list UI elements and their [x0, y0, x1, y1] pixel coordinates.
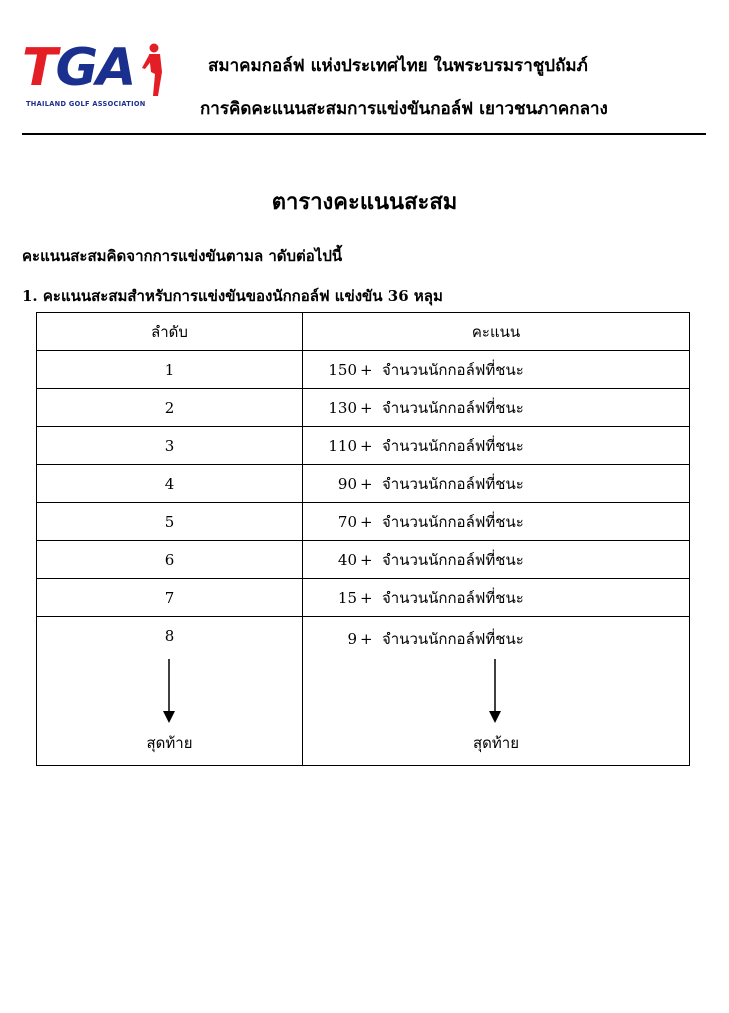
plus-sign: + — [360, 360, 373, 379]
table-row — [37, 579, 690, 617]
points-value: 70 — [337, 512, 357, 531]
tga-logo — [22, 40, 172, 112]
points-cell — [303, 465, 690, 503]
points-table — [36, 312, 690, 766]
points-line — [303, 627, 524, 651]
rank-cell: 1 — [37, 351, 303, 389]
plus-sign: + — [360, 512, 373, 531]
rank-cell: 6 — [37, 541, 303, 579]
down-arrow-icon — [161, 659, 177, 725]
table-row — [37, 465, 690, 503]
page-title: ตารางคะแนนสะสม — [271, 189, 458, 215]
logo-wordmark: TGA — [22, 38, 135, 98]
points-cell — [303, 389, 690, 427]
points-suffix: จำนวนนักกอล์ฟที่ชนะ — [382, 474, 524, 493]
rank-cell: 3 — [37, 427, 303, 465]
header-rank: ลำดับ — [37, 313, 303, 351]
rank-last-label: สุดท้าย — [146, 734, 193, 752]
rank-cell: 7 — [37, 579, 303, 617]
header-points: คะแนน — [303, 313, 690, 351]
header-line-1: สมาคมกอล์ฟ แห่งประเทศไทย ในพระบรมราชูปถัมภ์ — [208, 56, 588, 76]
points-value: 15 — [337, 588, 357, 607]
plus-sign: + — [360, 588, 373, 607]
header-divider — [22, 133, 706, 135]
points-value: 40 — [337, 550, 357, 569]
table-row — [37, 541, 690, 579]
points-suffix: จำนวนนักกอล์ฟที่ชนะ — [382, 550, 524, 569]
points-value: 9 — [347, 630, 357, 648]
rank-cell: 4 — [37, 465, 303, 503]
plus-sign: + — [360, 630, 373, 648]
intro-text: คะแนนสะสมคิดจากการแข่งขันตามล าดับต่อไปนี้ — [22, 247, 343, 265]
plus-sign: + — [360, 436, 373, 455]
rank-cell: 5 — [37, 503, 303, 541]
points-cell — [303, 541, 690, 579]
points-suffix: จำนวนนักกอล์ฟที่ชนะ — [382, 630, 524, 648]
points-cell — [303, 579, 690, 617]
down-arrow-icon — [487, 659, 503, 725]
rank-cell: 2 — [37, 389, 303, 427]
plus-sign: + — [360, 398, 373, 417]
table-row — [37, 389, 690, 427]
section-heading-1: 1. คะแนนสะสมสำหรับการแข่งขันของนักกอล์ฟ แข่งขัน 36 หลุม — [22, 287, 443, 305]
logo-subtitle: THAILAND GOLF ASSOCIATION — [26, 100, 146, 108]
points-cell — [303, 351, 690, 389]
points-suffix: จำนวนนักกอล์ฟที่ชนะ — [382, 360, 524, 379]
points-last-label: สุดท้าย — [473, 734, 519, 752]
header-line-2: การคิดคะแนนสะสมการแข่งขันกอล์ฟ เยาวชนภาคกลาง — [200, 99, 608, 119]
table-row — [37, 503, 690, 541]
points-value: 130 — [328, 398, 357, 417]
points-suffix: จำนวนนักกอล์ฟที่ชนะ — [382, 588, 524, 607]
table-row-last — [37, 617, 690, 766]
table-row — [37, 351, 690, 389]
points-cell — [303, 427, 690, 465]
plus-sign: + — [360, 550, 373, 569]
table-row — [37, 427, 690, 465]
points-cell — [303, 617, 690, 766]
points-suffix: จำนวนนักกอล์ฟที่ชนะ — [382, 398, 524, 417]
table-header-row — [37, 313, 690, 351]
rank-value: 8 — [164, 627, 175, 645]
points-cell — [303, 503, 690, 541]
plus-sign: + — [360, 474, 373, 493]
points-value: 150 — [328, 360, 357, 379]
points-suffix: จำนวนนักกอล์ฟที่ชนะ — [382, 436, 524, 455]
points-value: 90 — [337, 474, 357, 493]
rank-cell — [37, 617, 303, 766]
golfer-icon — [140, 42, 166, 98]
points-suffix: จำนวนนักกอล์ฟที่ชนะ — [382, 512, 524, 531]
points-value: 110 — [328, 436, 357, 455]
